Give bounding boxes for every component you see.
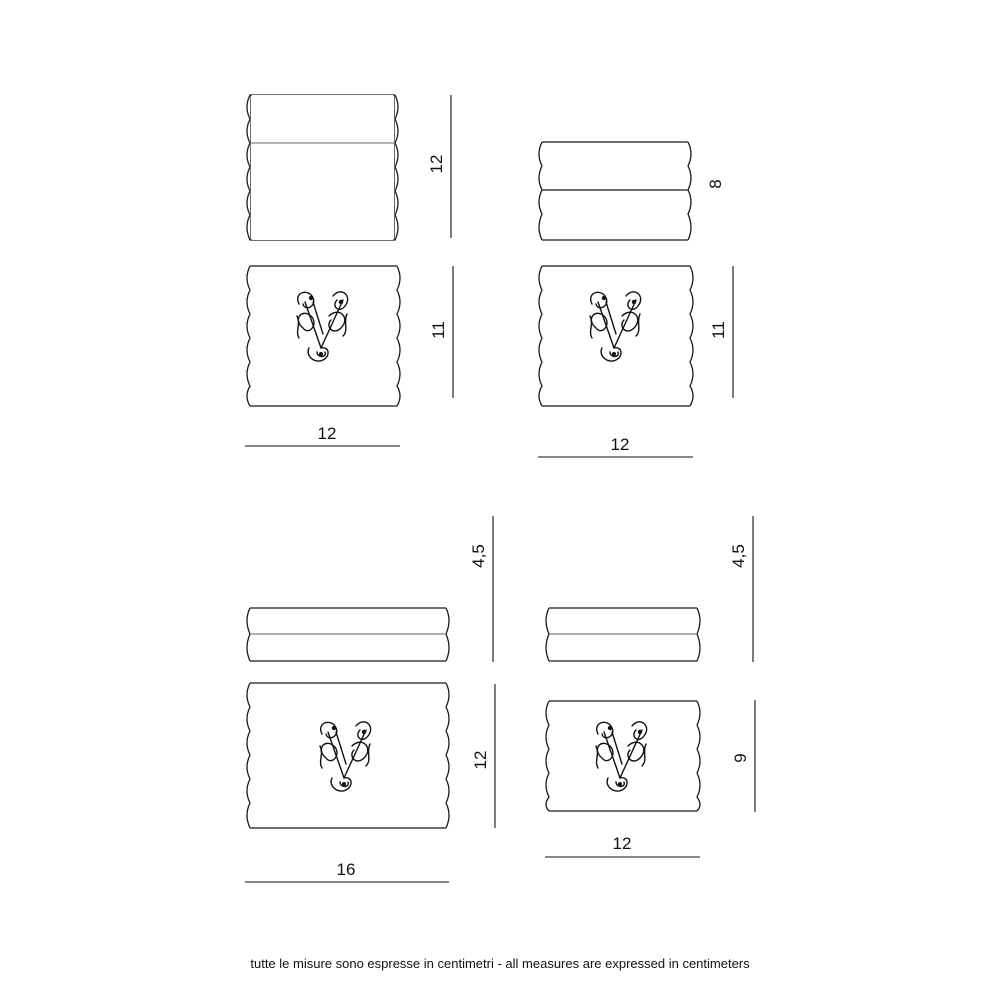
- box-a-elevation: [247, 95, 398, 240]
- box-b-elevation-height-label: 8: [706, 179, 725, 189]
- box-b-plan-depth-label: 11: [709, 321, 728, 339]
- box-c-elevation-height-label: 4,5: [469, 544, 488, 568]
- box-c-plan: [247, 683, 449, 828]
- box-a-plan: [247, 266, 400, 406]
- box-b-elevation: [539, 142, 691, 240]
- measurement-units-note: tutte le misure sono espresse in centimetri - all measures are expressed in centimeters: [250, 956, 750, 971]
- box-d-plan-width-label: 12: [612, 834, 632, 853]
- box-c-plan-depth-label: 12: [471, 750, 490, 770]
- box-b-plan: [539, 266, 693, 406]
- box-d-elevation-height-label: 4,5: [729, 544, 748, 568]
- box-d-plan: [546, 701, 700, 811]
- box-a-elevation-height-label: 12: [427, 154, 446, 174]
- box-d-elevation: [546, 608, 700, 661]
- box-c-elevation: [247, 608, 449, 661]
- box-b-plan-width-label: 12: [610, 435, 630, 454]
- box-d-plan-depth-label: 9: [731, 753, 750, 763]
- box-a-plan-width-label: 12: [317, 424, 337, 443]
- box-c-plan-width-label: 16: [336, 860, 356, 879]
- box-a-plan-depth-label: 11: [429, 321, 448, 339]
